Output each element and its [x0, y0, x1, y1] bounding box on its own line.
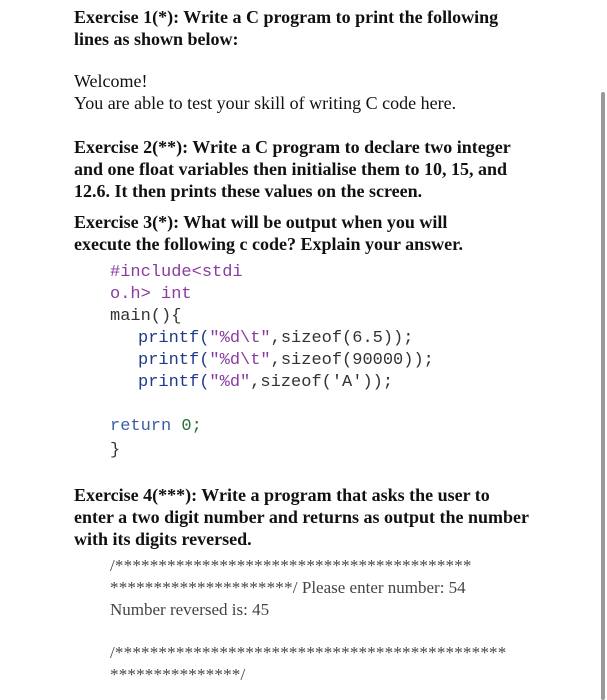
output-welcome: Welcome! [74, 71, 148, 91]
scrollbar[interactable] [601, 92, 605, 700]
code-printf-2-fn: printf( [138, 351, 210, 370]
code-int-keyword: int [161, 285, 192, 304]
sample-stars-line-2: *********************/ [110, 578, 298, 597]
code-printf-2-format: "%d\t" [209, 351, 271, 370]
exercise-4-heading-line-3: with its digits reversed. [74, 529, 252, 549]
code-include-line-2 [110, 284, 192, 306]
code-return-value: 0; [181, 417, 202, 436]
code-include-line-1 [110, 262, 243, 284]
exercise-3-heading-line-2: execute the following c code? Explain your answer. [74, 234, 463, 254]
sample-prompt: Please enter number: 54 [301, 578, 466, 597]
code-main: main(){ [110, 307, 182, 326]
sample-stars-line-1: /***************************************** [110, 556, 472, 575]
code-return-keyword: return [110, 417, 172, 436]
code-printf-line-3 [138, 372, 393, 394]
exercise-2-heading-line-3: 12.6. It then prints these values on the screen. [74, 181, 423, 201]
exercise-1-heading-line-1: Exercise 1(*): Write a C program to print the following [74, 7, 499, 27]
exercise-1-heading-line-2: lines as shown below: [74, 29, 239, 49]
code-include: #include<stdi [110, 263, 243, 282]
exercise-2-heading-line-2: and one float variables then initialise them to 10, 15, and [74, 159, 508, 179]
output-able-to-test: You are able to test your skill of writing C code here. [74, 93, 457, 113]
code-printf-3-args: ,sizeof('A')); [250, 373, 394, 392]
code-include-cont: o.h> [110, 285, 151, 304]
sample-prompt-line [110, 577, 466, 599]
code-printf-1-args: ,sizeof(6.5)); [270, 329, 414, 348]
code-printf-line-1 [138, 328, 413, 350]
code-close-brace [110, 440, 120, 462]
exercise-2-heading-line-1: Exercise 2(**): Write a C program to declare two integer [74, 137, 511, 157]
code-main-line [110, 306, 181, 328]
code-printf-line-2 [138, 350, 434, 372]
code-printf-3-fn: printf( [138, 373, 210, 392]
code-printf-1-format: "%d\t" [209, 329, 271, 348]
sample-stars-line-3: /********************************************* [110, 643, 507, 662]
code-printf-1-fn: printf( [138, 329, 210, 348]
code-printf-2-args: ,sizeof(90000)); [270, 351, 434, 370]
exercise-4-heading-line-1: Exercise 4(***): Write a program that asks the user to [74, 485, 490, 505]
exercise-3-heading-line-1: Exercise 3(*): What will be output when you will [74, 212, 448, 232]
code-close: } [110, 441, 121, 460]
sample-result: Number reversed is: 45 [110, 600, 270, 619]
sample-stars-line-4: ***************/ [110, 665, 246, 684]
exercise-4-heading-line-2: enter a two digit number and returns as output the number [74, 507, 530, 527]
code-return-line [110, 416, 202, 438]
code-printf-3-format: "%d" [209, 373, 251, 392]
